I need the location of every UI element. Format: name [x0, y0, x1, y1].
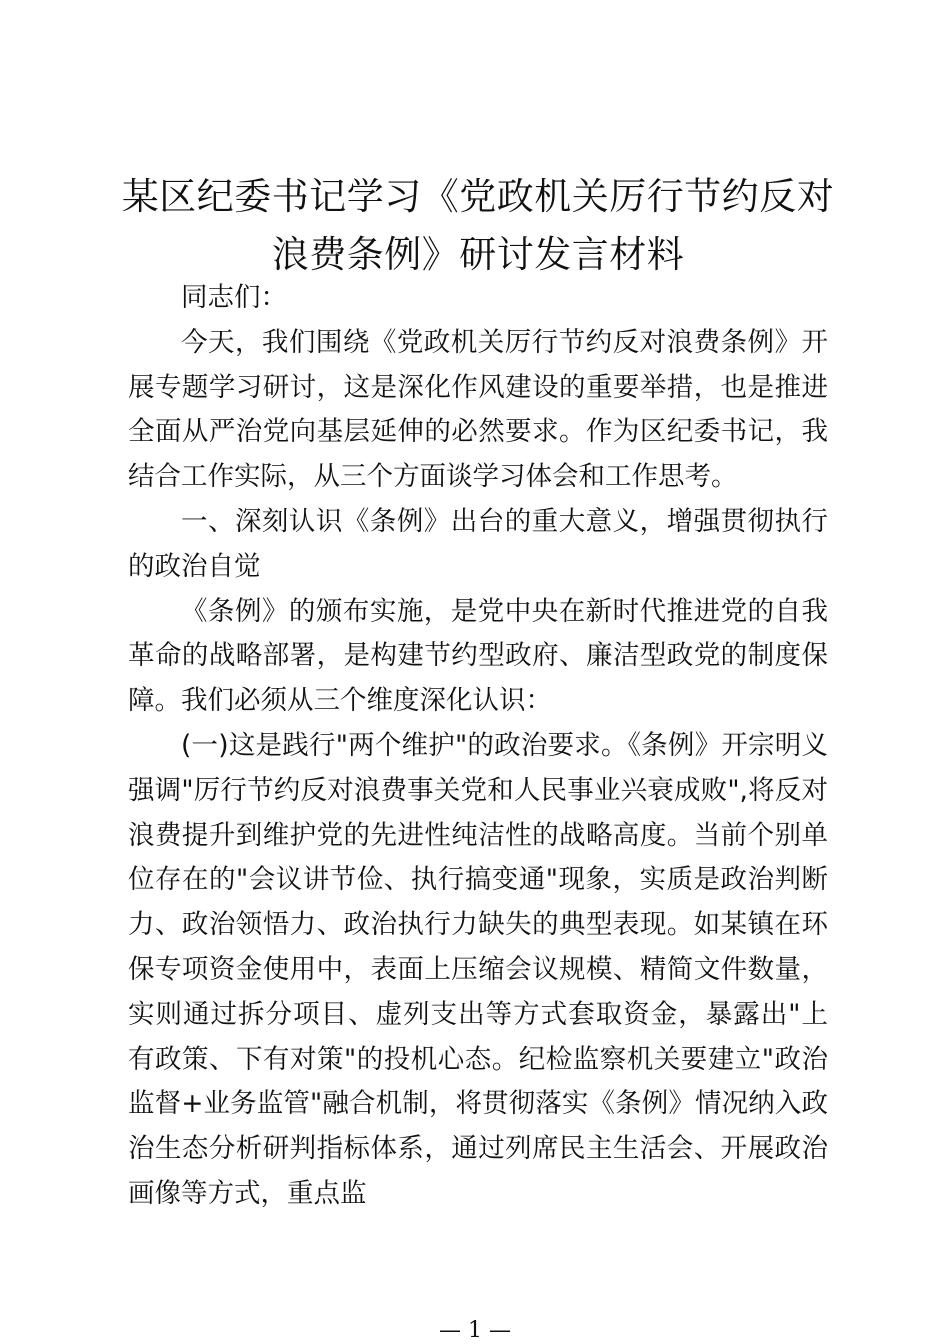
document-title: 某区纪委书记学习《党政机关厉行节约反对浪费条例》研讨发言材料 [121, 175, 835, 276]
subsection-1-paragraph: (一)这是践行"两个维护"的政治要求。《条例》开宗明义强调"厉行节约反对浪费事关党和人民事业兴衰成败",将反对浪费提升到维护党的先进性纯洁性的战略高度。当前个别单位存在的"会议讲节俭、执行搞变通"现象，实质是政治判断力、政治领悟力、政治执行力缺失的典型表现。如某镇在环保专项资金使用中，表面上压缩会议规模、精简文件数量，实则通过拆分项目、虚列支出等方式套取资金，暴露出"上有政策、下有对策"的投机心态。纪检监察机关要建立"政治监督+业务监管"融合机制，将贯彻落实《条例》情况纳入政治生态分析研判指标体系，通过列席民主生活会、开展政治画像等方式，重点监 [128, 729, 828, 1209]
section-1-paragraph: 《条例》的颁布实施，是党中央在新时代推进党的自我革命的战略部署，是构建节约型政府、廉洁型政党的制度保障。我们必须从三个维度深化认识： [128, 595, 828, 717]
salutation-paragraph: 同志们： [181, 282, 287, 313]
intro-paragraph: 今天，我们围绕《党政机关厉行节约反对浪费条例》开展专题学习研讨，这是深化作风建设的重要举措，也是推进全面从严治党向基层延伸的必然要求。作为区纪委书记，我结合工作实际，从三个方面谈学习体会和工作思考。 [128, 326, 828, 493]
document-body [128, 276, 828, 1217]
page-number: — 1 — [439, 1318, 511, 1343]
section-heading-1: 一、深刻认识《条例》出台的重大意义，增强贯彻执行的政治自觉 [128, 505, 828, 582]
